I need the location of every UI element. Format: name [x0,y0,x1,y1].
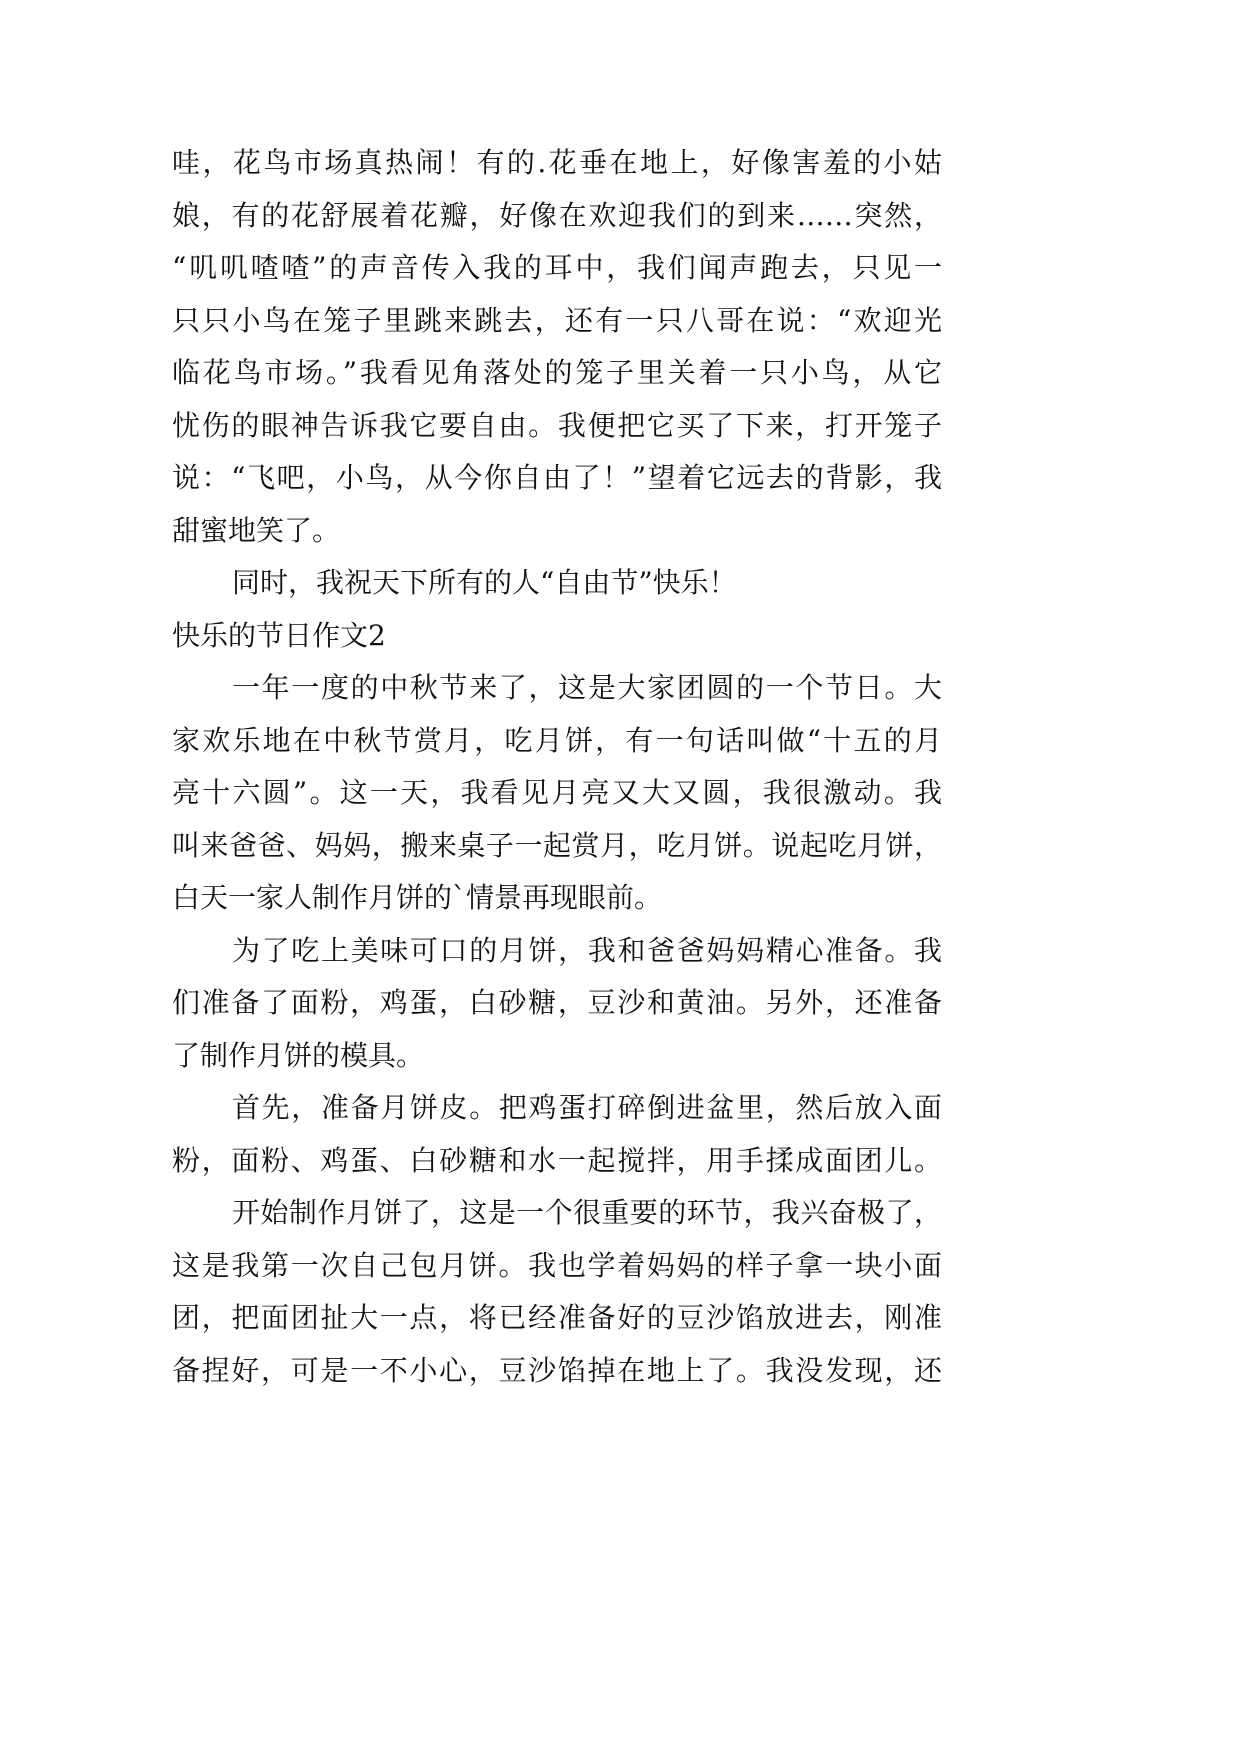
text-line: 一年一度的中秋节来了，这是大家团圆的一个节日。大 [232,671,942,704]
text-line: 们准备了面粉，鸡蛋，白砂糖，豆沙和黄油。另外，还准备 [172,986,942,1019]
paragraph [172,925,942,1083]
paragraph [172,1082,942,1187]
text-line: 哇，花鸟市场真热闹！有的.花垂在地上，好像害羞的小姑 [172,146,942,179]
paragraph [172,662,942,925]
text-line: 只只小鸟在笼子里跳来跳去，还有一只八哥在说：“欢迎光 [172,303,942,337]
paragraph [172,1187,942,1397]
text-line: 这是我第一次自己包月饼。我也学着妈妈的样子拿一块小面 [172,1248,942,1282]
text-line: 家欢乐地在中秋节赏月，吃月饼，有一句话叫做“十五的月 [172,723,942,757]
paragraph [172,557,942,610]
document-body [172,137,942,1397]
text-line: 了制作月饼的模具。 [172,1038,425,1072]
text-line: 忧伤的眼神告诉我它要自由。我便把它买了下来，打开笼子 [172,408,942,442]
text-line: 为了吃上美味可口的月饼，我和爸爸妈妈精心准备。我 [232,933,942,967]
text-line: 临花鸟市场。”我看见角落处的笼子里关着一只小鸟，从它 [172,356,942,389]
text-line: 甜蜜地笑了。 [172,513,341,547]
text-line: 团，把面团扯大一点，将已经准备好的豆沙馅放进去，刚准 [172,1301,942,1334]
text-line: 娘，有的花舒展着花瓣，好像在欢迎我们的到来……突然， [172,198,942,232]
text-line: 说：“飞吧，小鸟，从今你自由了！”望着它远去的背影，我 [172,461,942,494]
text-line: 首先，准备月饼皮。把鸡蛋打碎倒进盆里，然后放入面 [232,1091,942,1124]
text-line: “叽叽喳喳”的声音传入我的耳中，我们闻声跑去，只见一 [172,251,942,284]
text-line: 亮十六圆”。这一天，我看见月亮又大又圆，我很激动。我 [172,776,942,809]
text-line: 开始制作月饼了，这是一个很重要的环节，我兴奋极了， [232,1196,942,1229]
text-line: 白天一家人制作月饼的`情景再现眼前。 [172,881,663,914]
text-line: 同时，我祝天下所有的人“自由节”快乐！ [232,566,737,599]
text-line: 备捏好，可是一不小心，豆沙馅掉在地上了。我没发现，还 [172,1353,942,1387]
text-line: 粉，面粉、鸡蛋、白砂糖和水一起搅拌，用手揉成面团儿。 [172,1143,942,1177]
text-line: 叫来爸爸、妈妈，搬来桌子一起赏月，吃月饼。说起吃月饼， [172,828,942,862]
paragraph [172,137,942,557]
essay-title: 快乐的节日作文2 [172,618,386,652]
